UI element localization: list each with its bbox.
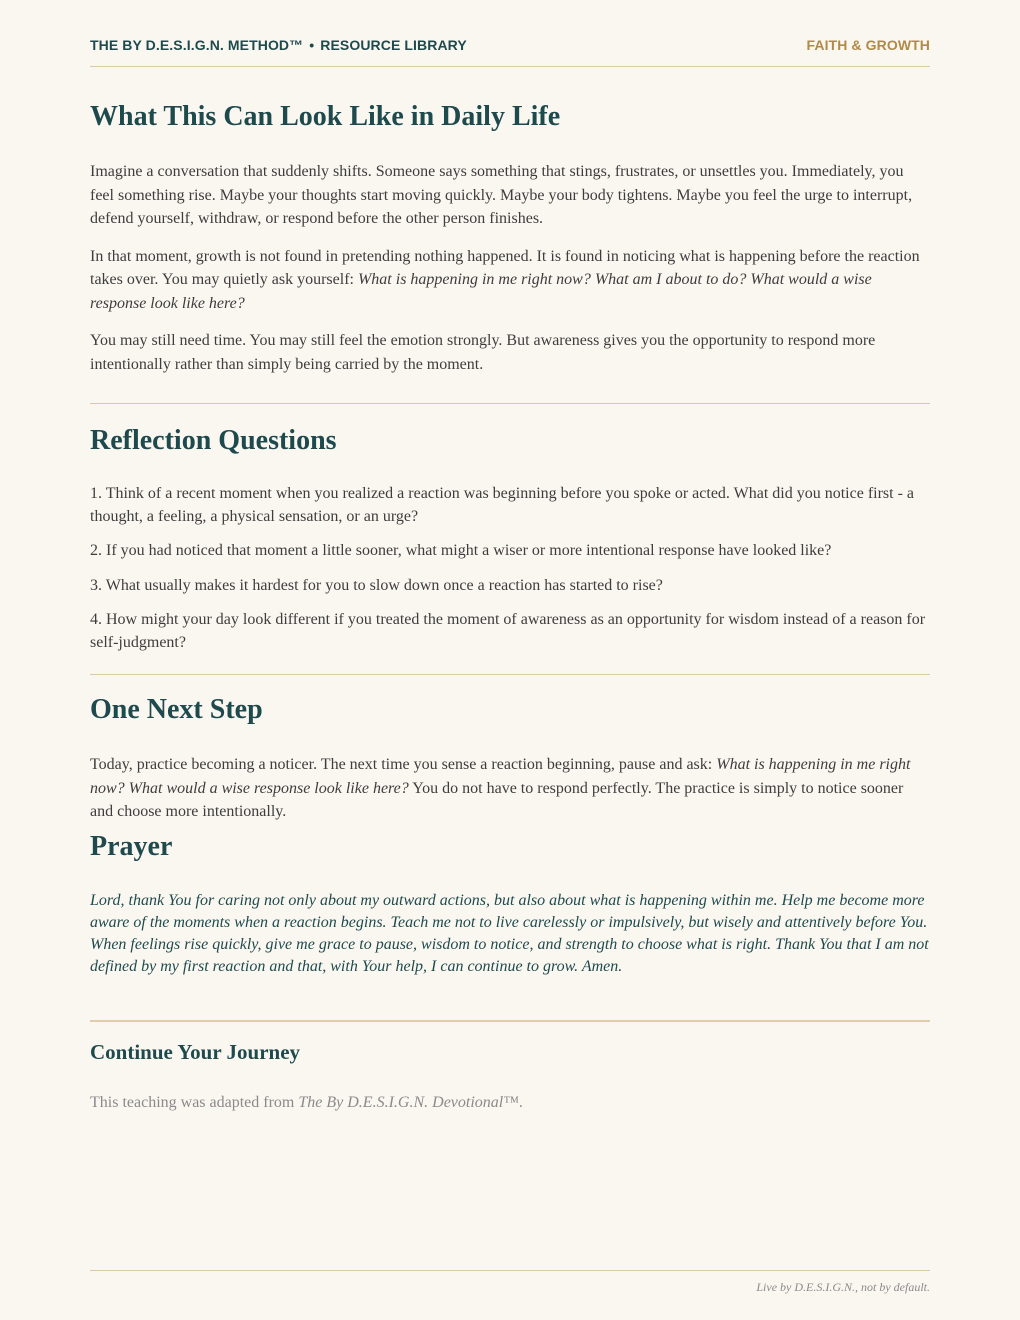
section-divider: [90, 674, 930, 675]
daily-life-section: [90, 98, 930, 376]
adapted-from-note: [90, 1092, 930, 1114]
reflection-question: 1. Think of a recent moment when you realized a reaction was beginning before you spoke or acted. What did you notice first - a thought, a feeling, a physical sensation, or an urge?: [90, 485, 915, 525]
reflection-title: Reflection Questions: [90, 425, 337, 456]
adapted-tail: .: [518, 1094, 523, 1112]
reflection-section: [90, 422, 930, 654]
footer-tagline: Live by D.E.S.I.G.N., not by default.: [756, 1280, 930, 1294]
paragraph-2-text: In that moment, growth is not found in pretending nothing happened. It is found in noticing what is happening before the reaction takes over. You may quietly ask yourself:: [90, 247, 920, 288]
main-content: [90, 98, 930, 1114]
next-step-paragraph: [90, 753, 930, 824]
category-label: FAITH & GROWTH: [806, 37, 930, 53]
section-divider: [90, 403, 930, 404]
book-title: The By D.E.S.I.G.N. Devotional™: [298, 1094, 519, 1112]
daily-life-paragraph-2: [90, 245, 930, 316]
journey-title: Continue Your Journey: [90, 1040, 301, 1065]
next-step-lead: Today, practice becoming a noticer. The next time you sense a reaction beginning, pause and ask:: [90, 756, 717, 773]
prayer-text: Lord, thank You for caring not only about my outward actions, but also about what is happening within me. Help me become more aware of the moments when a reaction begins. Teach me not to live carelessly or impulsively, but wisely and attentively before You. When feelings rise quickly, give me grace to pause, wisdom to notice, and strength to choose what is right. Thank You that I am not defined by my first reaction and that, with Your help, I can continue to grow. Amen.: [90, 891, 929, 976]
header-bar: [90, 36, 930, 67]
prayer-title: Prayer: [90, 830, 173, 862]
paragraph-2-italic-questions: What is happening in me right now? What am I about to do? What would a wise response look like here?: [90, 271, 872, 312]
next-step-tail: You do not have to respond perfectly. The practice is simply to notice sooner and choose more intentionally.: [90, 779, 904, 820]
brand-name: THE BY D.E.S.I.G.N. METHOD™: [90, 37, 304, 53]
daily-life-title: What This Can Look Like in Daily Life: [90, 101, 561, 132]
next-step-italic-questions: What is happening in me right now? What would a wise response look like here?: [90, 756, 911, 797]
header-separator: •: [309, 37, 315, 53]
library-label: RESOURCE LIBRARY: [320, 37, 467, 53]
footer: [90, 1270, 930, 1294]
reflection-question: 2. If you had noticed that moment a little sooner, what might a wiser or more intentional response have looked like?: [90, 542, 832, 559]
reflection-question: 3. What usually makes it hardest for you to slow down once a reaction has started to rise?: [90, 576, 663, 594]
next-step-section: [90, 691, 930, 824]
section-divider: [90, 1020, 930, 1022]
prayer-section: [90, 828, 930, 979]
daily-life-paragraph-3: You may still need time. You may still feel the emotion strongly. But awareness gives you the opportunity to respond more intentionally rather than simply being carried by the moment.: [90, 332, 876, 373]
adapted-lead: This teaching was adapted from: [90, 1094, 299, 1112]
next-step-title: One Next Step: [90, 694, 263, 725]
daily-life-paragraph-1: Imagine a conversation that suddenly shifts. Someone says something that stings, frustrates, or unsettles you. Immediately, you feel something rise. Maybe your thoughts start moving quickly. Maybe your body tightens. Maybe you feel the urge to interrupt, defend yourself, withdraw, or respond before the other person finishes.: [90, 163, 913, 227]
journey-section: [90, 1038, 930, 1114]
reflection-question: 4. How might your day look different if you treated the moment of awareness as an opportunity for wisdom instead of a reason for self-judgment?: [90, 611, 926, 651]
header-left: [90, 37, 467, 53]
